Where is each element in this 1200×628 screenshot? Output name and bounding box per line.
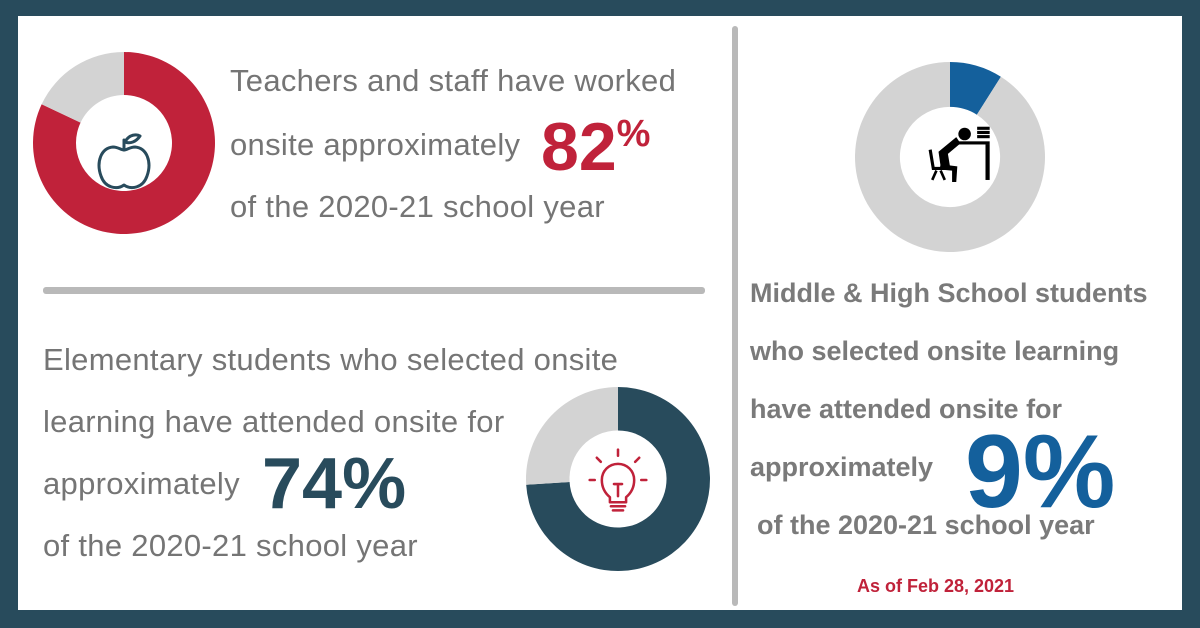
- secondary-line-3: have attended onsite for: [750, 394, 1063, 424]
- teachers-line-1: Teachers and staff have worked: [230, 63, 677, 98]
- elementary-percentage: 74%: [262, 444, 407, 524]
- elementary-donut-chart: [526, 387, 710, 571]
- student-at-desk-icon: [930, 127, 990, 182]
- teachers-line-2: onsite approximately: [230, 127, 521, 162]
- secondary-line-2: who selected onsite learning: [750, 336, 1120, 366]
- elementary-line-1: Elementary students who selected onsite: [43, 342, 619, 377]
- horizontal-divider: [43, 287, 705, 294]
- secondary-line-5: of the 2020-21 school year: [757, 510, 1095, 540]
- secondary-donut-chart: [855, 62, 1045, 252]
- elementary-line-4: of the 2020-21 school year: [43, 528, 418, 563]
- teachers-percentage-sign: %: [616, 113, 651, 155]
- vertical-divider: [732, 26, 738, 606]
- lightbulb-icon: [590, 450, 647, 511]
- elementary-line-2: learning have attended onsite for: [43, 404, 505, 439]
- secondary-line-1: Middle & High School students: [750, 278, 1148, 308]
- teachers-donut-chart: [33, 52, 215, 234]
- elementary-line-3: approximately: [43, 466, 240, 501]
- apple-icon: [99, 135, 149, 188]
- secondary-percentage: 9%: [965, 414, 1116, 530]
- teachers-percentage: [541, 109, 651, 185]
- teachers-percentage-value: 82: [541, 109, 617, 185]
- teachers-line-3: of the 2020-21 school year: [230, 189, 605, 224]
- as-of-date-footnote: As of Feb 28, 2021: [857, 576, 1015, 596]
- secondary-line-4: approximately: [750, 452, 934, 482]
